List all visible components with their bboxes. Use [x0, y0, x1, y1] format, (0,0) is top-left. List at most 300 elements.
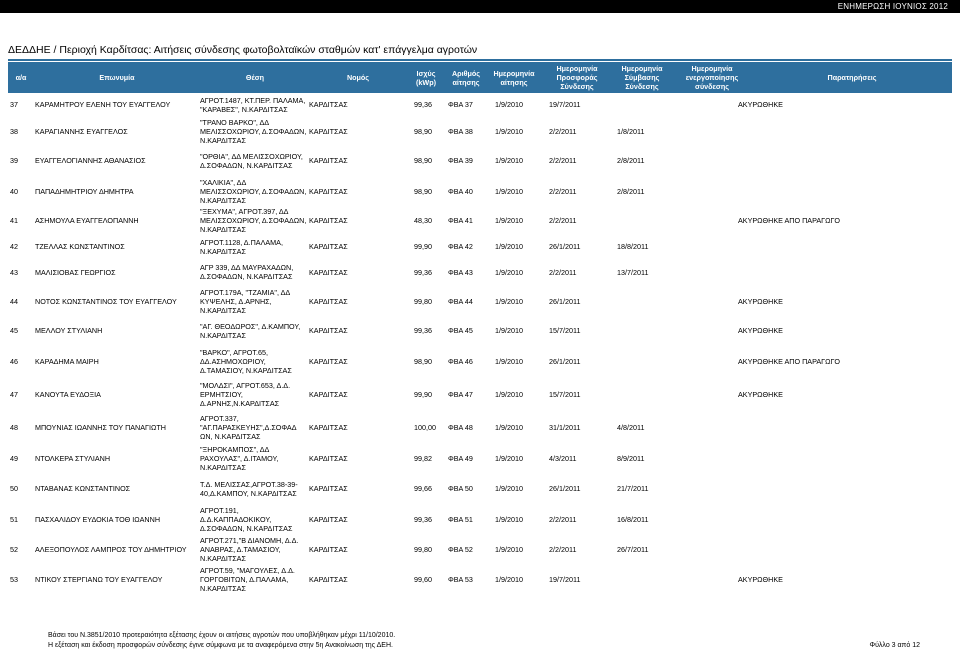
- cell-prefecture: [309, 258, 399, 286]
- cell-prefecture-text: ΚΑΡΔΙΤΣΑΣ: [309, 545, 348, 554]
- footer-notes: [48, 631, 928, 651]
- cell-prefecture: [309, 535, 399, 564]
- cell-prefecture-text: ΚΑΡΔΙΤΣΑΣ: [309, 156, 348, 165]
- cell-aa: [10, 145, 30, 176]
- cell-name-text: ΚΑΡΑΔΗΜΑ ΜΑΙΡΗ: [35, 357, 99, 366]
- cell-prefecture-text: ΚΑΡΔΙΤΣΑΣ: [309, 574, 348, 584]
- cell-app-no-text: ΦΒΑ 49: [448, 453, 473, 463]
- table-row: [0, 92, 960, 117]
- cell-offer-date-text: 31/1/2011: [549, 422, 581, 432]
- cell-prefecture: [309, 504, 399, 535]
- cell-prefecture-text: ΚΑΡΔΙΤΣΑΣ: [309, 357, 348, 366]
- cell-location: [200, 316, 308, 345]
- cell-location: [200, 92, 308, 117]
- cell-offer-date: [549, 564, 597, 594]
- cell-prefecture-text: ΚΑΡΔΙΤΣΑΣ: [309, 242, 348, 251]
- cell-activation-date: [670, 443, 740, 473]
- cell-offer-date: [549, 345, 597, 378]
- cell-app-no-text: ΦΒΑ 53: [448, 574, 473, 584]
- table-row: [0, 443, 960, 473]
- cell-remarks: [738, 206, 948, 235]
- cell-app-no: [448, 378, 488, 411]
- cell-offer-date-text: 26/1/2011: [549, 357, 581, 366]
- cell-aa-text: 49: [10, 453, 18, 463]
- cell-location-text: "ΜΟΛΔΣΙ", ΑΓΡΟΤ.653, Δ.Δ. ΕΡΜΗΤΣΙΟΥ, Δ.ΑΡΝΗΣ,Ν.ΚΑΡΔΙΤΣΑΣ: [200, 381, 291, 408]
- cell-offer-date: [549, 258, 597, 286]
- cell-aa: [10, 286, 30, 316]
- cell-app-date-text: 1/9/2010: [495, 126, 523, 136]
- cell-contract-date: [617, 345, 662, 378]
- cell-activation-date: [670, 206, 740, 235]
- cell-app-date-text: 1/9/2010: [495, 267, 523, 277]
- cell-location: [200, 176, 308, 206]
- header-contract-date: Ημερομηνία Σύμβασης Σύνδεσης: [621, 64, 663, 91]
- cell-contract-date: [617, 92, 662, 117]
- cell-offer-date: [549, 235, 597, 258]
- cell-activation-date: [670, 378, 740, 411]
- cell-aa-text: 46: [10, 357, 18, 366]
- cell-location: [200, 145, 308, 176]
- cell-power-text: 99,36: [414, 326, 432, 335]
- cell-app-no-text: ΦΒΑ 45: [448, 326, 473, 335]
- cell-power-text: 99,90: [414, 242, 432, 251]
- cell-app-date-text: 1/9/2010: [495, 186, 523, 196]
- header-app-no: Αριθμός αίτησης: [451, 68, 481, 87]
- cell-app-date-text: 1/9/2010: [495, 390, 523, 399]
- cell-prefecture: [309, 235, 399, 258]
- cell-aa: [10, 504, 30, 535]
- cell-app-date: [495, 92, 539, 117]
- cell-activation-date: [670, 345, 740, 378]
- cell-app-date: [495, 411, 539, 443]
- cell-name: [35, 316, 200, 345]
- cell-prefecture: [309, 117, 399, 145]
- table-row: [0, 564, 960, 594]
- cell-name: [35, 92, 200, 117]
- cell-prefecture: [309, 473, 399, 504]
- cell-power-text: 99,36: [414, 267, 432, 277]
- cell-location-text: ΑΓΡ 339, ΔΔ ΜΑΥΡΑΧΑΔΩΝ, Δ.ΣΟΦΑΔΩΝ, Ν.ΚΑΡΔΙΤΣΑΣ: [200, 263, 294, 281]
- cell-name-text: ΜΕΛΛΟΥ ΣΤΥΛΙΑΝΗ: [35, 326, 103, 335]
- cell-contract-date-text: 18/8/2011: [617, 242, 649, 251]
- cell-name: [35, 176, 200, 206]
- cell-prefecture: [309, 411, 399, 443]
- cell-app-no: [448, 504, 488, 535]
- cell-offer-date: [549, 473, 597, 504]
- cell-location: [200, 258, 308, 286]
- cell-contract-date: [617, 176, 662, 206]
- cell-aa: [10, 316, 30, 345]
- cell-contract-date: [617, 286, 662, 316]
- cell-app-no: [448, 535, 488, 564]
- header-power: Ισχύς (kWp): [416, 68, 436, 87]
- cell-prefecture-text: ΚΑΡΔΙΤΣΑΣ: [309, 515, 348, 524]
- cell-remarks-text: ΑΚΥΡΩΘΗΚΕ ΑΠΟ ΠΑΡΑΓΩΓΟ: [738, 216, 841, 225]
- cell-app-date: [495, 316, 539, 345]
- cell-power-text: 98,90: [414, 126, 432, 136]
- cell-offer-date: [549, 92, 597, 117]
- cell-app-no: [448, 411, 488, 443]
- cell-prefecture-text: ΚΑΡΔΙΤΣΑΣ: [309, 100, 348, 109]
- cell-app-no: [448, 316, 488, 345]
- cell-contract-date: [617, 504, 662, 535]
- footer-line-1: Βάσει του Ν.3851/2010 προτεραιότητα εξέτασης έχουν οι αιτήσεις αγροτών που υποβλήθηκαν μέχρι 11/10/2010.: [48, 632, 396, 639]
- cell-app-no: [448, 92, 488, 117]
- cell-app-no: [448, 345, 488, 378]
- cell-aa: [10, 235, 30, 258]
- cell-contract-date: [617, 378, 662, 411]
- cell-offer-date-text: 19/7/2011: [549, 574, 581, 584]
- cell-activation-date: [670, 176, 740, 206]
- cell-offer-date-text: 2/2/2011: [549, 186, 577, 196]
- cell-app-date: [495, 443, 539, 473]
- cell-power-text: 99,80: [414, 296, 432, 306]
- cell-contract-date: [617, 258, 662, 286]
- cell-app-no: [448, 145, 488, 176]
- cell-app-date-text: 1/9/2010: [495, 296, 523, 306]
- cell-name: [35, 535, 200, 564]
- cell-offer-date: [549, 145, 597, 176]
- cell-remarks-text: ΑΚΥΡΩΘΗΚΕ: [738, 574, 783, 584]
- cell-offer-date-text: 26/1/2011: [549, 484, 581, 493]
- cell-aa: [10, 473, 30, 504]
- cell-name-text: ΕΥΑΓΓΕΛΟΓΙΑΝΝΗΣ ΑΘΑΝΑΣΙΟΣ: [35, 156, 146, 165]
- cell-app-date: [495, 535, 539, 564]
- cell-app-date: [495, 235, 539, 258]
- cell-location: [200, 286, 308, 316]
- cell-location-text: "ΟΡΘΙΑ", ΔΔ ΜΕΛΙΣΣΟΧΩΡΙΟΥ, Δ.ΣΟΦΑΔΩΝ, Ν.ΚΑΡΔΙΤΣΑΣ: [200, 151, 303, 170]
- cell-contract-date-text: 26/7/2011: [617, 545, 649, 554]
- cell-aa-text: 53: [10, 574, 18, 584]
- cell-name-text: ΝΟΤΟΣ ΚΩΝΣΤΑΝΤΙΝΟΣ ΤΟΥ ΕΥΑΓΓΕΛΟΥ: [35, 296, 177, 306]
- cell-power-text: 99,80: [414, 545, 432, 554]
- cell-remarks: [738, 316, 948, 345]
- cell-contract-date: [617, 145, 662, 176]
- cell-name: [35, 258, 200, 286]
- cell-location: [200, 504, 308, 535]
- table-row: [0, 504, 960, 535]
- cell-name: [35, 235, 200, 258]
- cell-prefecture: [309, 92, 399, 117]
- cell-app-date: [495, 504, 539, 535]
- cell-remarks: [738, 258, 948, 286]
- cell-app-no-text: ΦΒΑ 48: [448, 422, 473, 432]
- cell-offer-date: [549, 378, 597, 411]
- cell-offer-date-text: 2/2/2011: [549, 267, 577, 277]
- header-location: Θέση: [245, 73, 265, 82]
- cell-name-text: ΚΑΝΟΥΤΑ ΕΥΔΟΞΙΑ: [35, 390, 101, 399]
- cell-remarks: [738, 176, 948, 206]
- cell-power: [414, 504, 444, 535]
- cell-prefecture: [309, 564, 399, 594]
- cell-power-text: 99,82: [414, 453, 432, 463]
- cell-activation-date: [670, 316, 740, 345]
- cell-contract-date: [617, 443, 662, 473]
- cell-name-text: ΚΑΡΑΜΗΤΡΟΥ ΕΛΕΝΗ ΤΟΥ ΕΥΑΓΓΕΛΟΥ: [35, 100, 171, 109]
- cell-power: [414, 176, 444, 206]
- cell-contract-date: [617, 235, 662, 258]
- cell-app-no-text: ΦΒΑ 37: [448, 100, 473, 109]
- cell-aa-text: 42: [10, 242, 18, 251]
- cell-aa: [10, 411, 30, 443]
- cell-offer-date-text: 26/1/2011: [549, 242, 581, 251]
- cell-app-no-text: ΦΒΑ 44: [448, 296, 473, 306]
- cell-location-text: ΑΓΡΟΤ.271,"Β ΔΙΑΝΟΜΗ, Δ.Δ. ΑΝΑΒΡΑΣ, Δ.ΤΑΜΑΣΙΟΥ, Ν.ΚΑΡΔΙΤΣΑΣ: [200, 536, 299, 563]
- cell-activation-date: [670, 235, 740, 258]
- cell-offer-date: [549, 535, 597, 564]
- table-row: [0, 535, 960, 564]
- cell-name: [35, 378, 200, 411]
- cell-contract-date: [617, 206, 662, 235]
- cell-contract-date-text: 21/7/2011: [617, 484, 649, 493]
- top-banner: [0, 0, 960, 13]
- cell-power: [414, 443, 444, 473]
- cell-app-no-text: ΦΒΑ 51: [448, 515, 473, 524]
- cell-location-text: ΑΓΡΟΤ.59, "ΜΑΓΟΥΛΕΣ, Δ.Δ. ΓΟΡΓΟΒΙΤΩΝ, Δ.ΠΑΛΑΜΑ, Ν.ΚΑΡΔΙΤΣΑΣ: [200, 565, 295, 593]
- cell-name: [35, 145, 200, 176]
- cell-location: [200, 117, 308, 145]
- cell-remarks-text: ΑΚΥΡΩΘΗΚΕ: [738, 100, 783, 109]
- cell-location-text: ΑΓΡΟΤ.191, Δ.Δ.ΚΑΠΠΑΔΟΚΙΚΟΥ, Δ.ΣΟΦΑΔΩΝ, Ν.ΚΑΡΔΙΤΣΑΣ: [200, 506, 293, 533]
- cell-remarks: [738, 473, 948, 504]
- cell-app-date-text: 1/9/2010: [495, 453, 523, 463]
- title-rule: [8, 59, 952, 61]
- cell-remarks-text: ΑΚΥΡΩΘΗΚΕ: [738, 326, 783, 335]
- cell-aa-text: 40: [10, 186, 18, 196]
- cell-location: [200, 235, 308, 258]
- cell-app-no-text: ΦΒΑ 47: [448, 390, 473, 399]
- cell-power-text: 99,60: [414, 574, 432, 584]
- cell-aa: [10, 535, 30, 564]
- cell-remarks-text: ΑΚΥΡΩΘΗΚΕ: [738, 296, 783, 306]
- cell-remarks: [738, 411, 948, 443]
- cell-offer-date: [549, 443, 597, 473]
- cell-remarks: [738, 286, 948, 316]
- cell-app-date-text: 1/9/2010: [495, 574, 523, 584]
- cell-remarks: [738, 535, 948, 564]
- cell-offer-date-text: 2/2/2011: [549, 216, 577, 225]
- cell-aa: [10, 258, 30, 286]
- cell-app-no: [448, 176, 488, 206]
- cell-app-no: [448, 473, 488, 504]
- cell-offer-date-text: 2/2/2011: [549, 515, 577, 524]
- cell-location-text: ΑΓΡΟΤ.179Α, "ΤΖΑΜΙΑ", ΔΔ ΚΥΨΕΛΗΣ, Δ.ΑΡΝΗΣ, Ν.ΚΑΡΔΙΤΣΑΣ: [200, 287, 290, 315]
- cell-prefecture: [309, 443, 399, 473]
- cell-remarks: [738, 443, 948, 473]
- cell-offer-date: [549, 411, 597, 443]
- cell-remarks: [738, 235, 948, 258]
- header-aa: α/α: [15, 73, 27, 82]
- cell-location: [200, 206, 308, 235]
- cell-name: [35, 473, 200, 504]
- cell-prefecture-text: ΚΑΡΔΙΤΣΑΣ: [309, 484, 348, 493]
- cell-app-no: [448, 443, 488, 473]
- cell-location-text: ΑΓΡΟΤ.337, "ΑΓ.ΠΑΡΑΣΚΕΥΗΣ",Δ.ΣΟΦΑΔ ΩΝ, Ν.ΚΑΡΔΙΤΣΑΣ: [200, 413, 297, 441]
- cell-prefecture-text: ΚΑΡΔΙΤΣΑΣ: [309, 453, 348, 463]
- cell-offer-date: [549, 316, 597, 345]
- cell-offer-date-text: 4/3/2011: [549, 453, 577, 463]
- header-remarks: Παρατηρήσεις: [827, 73, 877, 82]
- cell-location-text: "ΤΡΑΝΟ ΒΑΡΚΟ", ΔΔ ΜΕΛΙΣΣΟΧΩΡΙΟΥ, Δ.ΣΟΦΑΔΩΝ, Ν.ΚΑΡΔΙΤΣΑΣ: [200, 117, 307, 145]
- cell-remarks: [738, 92, 948, 117]
- cell-remarks-text: ΑΚΥΡΩΘΗΚΕ: [738, 390, 783, 399]
- cell-activation-date: [670, 504, 740, 535]
- cell-power: [414, 411, 444, 443]
- cell-contract-date-text: 2/8/2011: [617, 156, 645, 165]
- table-row: [0, 258, 960, 286]
- cell-contract-date-text: 16/8/2011: [617, 515, 649, 524]
- cell-offer-date: [549, 504, 597, 535]
- cell-activation-date: [670, 92, 740, 117]
- cell-offer-date: [549, 206, 597, 235]
- cell-aa-text: 48: [10, 422, 18, 432]
- cell-app-no-text: ΦΒΑ 43: [448, 267, 473, 277]
- cell-app-date-text: 1/9/2010: [495, 545, 523, 554]
- cell-name: [35, 206, 200, 235]
- cell-prefecture-text: ΚΑΡΔΙΤΣΑΣ: [309, 390, 348, 399]
- cell-remarks: [738, 145, 948, 176]
- cell-app-date: [495, 117, 539, 145]
- cell-app-no: [448, 258, 488, 286]
- cell-app-date-text: 1/9/2010: [495, 515, 523, 524]
- header-name: Επωνυμία: [99, 73, 135, 82]
- cell-contract-date: [617, 316, 662, 345]
- cell-app-no: [448, 286, 488, 316]
- cell-location-text: "ΞΕΧΥΜΑ", ΑΓΡΟΤ.397, ΔΔ ΜΕΛΙΣΣΟΧΩΡΙΟΥ, Δ.ΣΟΦΑΔΩΝ, Ν.ΚΑΡΔΙΤΣΑΣ: [200, 207, 307, 234]
- cell-remarks: [738, 564, 948, 594]
- cell-location: [200, 443, 308, 473]
- cell-name: [35, 564, 200, 594]
- cell-app-no-text: ΦΒΑ 46: [448, 357, 473, 366]
- cell-app-no-text: ΦΒΑ 42: [448, 242, 473, 251]
- cell-app-no: [448, 564, 488, 594]
- table-row: [0, 235, 960, 258]
- cell-app-no-text: ΦΒΑ 39: [448, 156, 473, 165]
- cell-prefecture: [309, 206, 399, 235]
- cell-prefecture-text: ΚΑΡΔΙΤΣΑΣ: [309, 422, 348, 432]
- cell-aa: [10, 564, 30, 594]
- cell-contract-date: [617, 473, 662, 504]
- cell-power-text: 99,36: [414, 100, 432, 109]
- cell-aa-text: 51: [10, 515, 18, 524]
- cell-prefecture: [309, 316, 399, 345]
- cell-app-date-text: 1/9/2010: [495, 242, 523, 251]
- page-title: ΔΕΔΔΗΕ / Περιοχή Καρδίτσας: Αιτήσεις σύνδεσης φωτοβολταϊκών σταθμών κατ' επάγγελμα αγροτών: [8, 44, 478, 56]
- cell-offer-date-text: 26/1/2011: [549, 296, 581, 306]
- cell-name-text: ΤΖΕΛΛΑΣ ΚΩΝΣΤΑΝΤΙΝΟΣ: [35, 242, 125, 251]
- cell-activation-date: [670, 258, 740, 286]
- cell-app-date: [495, 378, 539, 411]
- cell-offer-date-text: 2/2/2011: [549, 545, 577, 554]
- cell-offer-date: [549, 176, 597, 206]
- cell-app-no: [448, 235, 488, 258]
- cell-location: [200, 535, 308, 564]
- cell-aa-text: 47: [10, 390, 18, 399]
- cell-power-text: 99,36: [414, 515, 432, 524]
- cell-power: [414, 564, 444, 594]
- page-number: Φύλλο 3 από 12: [869, 642, 920, 649]
- cell-prefecture-text: ΚΑΡΔΙΤΣΑΣ: [309, 186, 348, 196]
- cell-app-date-text: 1/9/2010: [495, 422, 523, 432]
- cell-activation-date: [670, 117, 740, 145]
- cell-location-text: "ΒΑΡΚΟ", ΑΓΡΟΤ.65, ΔΔ.ΑΣΗΜΟΧΩΡΙΟΥ, Δ.ΤΑΜΑΣΙΟΥ, Ν.ΚΑΡΔΙΤΣΑΣ: [200, 348, 292, 375]
- cell-name-text: ΠΑΠΑΔΗΜΗΤΡΙΟΥ ΔΗΜΗΤΡΑ: [35, 186, 134, 196]
- cell-activation-date: [670, 286, 740, 316]
- cell-app-no-text: ΦΒΑ 41: [448, 216, 473, 225]
- cell-aa-text: 45: [10, 326, 18, 335]
- cell-power: [414, 316, 444, 345]
- cell-power-text: 99,66: [414, 484, 432, 493]
- cell-power: [414, 206, 444, 235]
- cell-app-date: [495, 176, 539, 206]
- cell-power: [414, 286, 444, 316]
- cell-contract-date-text: 1/8/2011: [617, 126, 645, 136]
- cell-power: [414, 92, 444, 117]
- cell-power: [414, 117, 444, 145]
- cell-remarks-text: ΑΚΥΡΩΘΗΚΕ ΑΠΟ ΠΑΡΑΓΩΓΟ: [738, 357, 841, 366]
- cell-contract-date-text: 2/8/2011: [617, 186, 645, 196]
- cell-prefecture: [309, 145, 399, 176]
- cell-contract-date: [617, 535, 662, 564]
- cell-name: [35, 443, 200, 473]
- cell-power-text: 100,00: [414, 422, 436, 432]
- header-app-date: Ημερομηνία αίτησης: [493, 68, 535, 87]
- header-offer-date: Ημερομηνία Προσφοράς Σύνδεσης: [556, 64, 598, 91]
- cell-contract-date-text: 8/9/2011: [617, 453, 645, 463]
- cell-app-no-text: ΦΒΑ 38: [448, 126, 473, 136]
- cell-name: [35, 286, 200, 316]
- cell-app-no: [448, 117, 488, 145]
- cell-location: [200, 473, 308, 504]
- table-row: [0, 345, 960, 378]
- table-row: [0, 411, 960, 443]
- cell-aa: [10, 176, 30, 206]
- cell-offer-date: [549, 286, 597, 316]
- cell-remarks: [738, 117, 948, 145]
- cell-offer-date-text: 2/2/2011: [549, 156, 577, 165]
- cell-aa: [10, 345, 30, 378]
- cell-prefecture-text: ΚΑΡΔΙΤΣΑΣ: [309, 296, 348, 306]
- cell-power-text: 98,90: [414, 156, 432, 165]
- cell-offer-date-text: 15/7/2011: [549, 326, 581, 335]
- cell-name-text: ΜΠΟΥΝΙΑΣ ΙΩΑΝΝΗΣ ΤΟΥ ΠΑΝΑΓΙΩΤΗ: [35, 422, 166, 432]
- cell-app-date: [495, 345, 539, 378]
- cell-app-date: [495, 258, 539, 286]
- table-row: [0, 176, 960, 206]
- table-header: [8, 62, 952, 93]
- table-row: [0, 316, 960, 345]
- cell-offer-date-text: 19/7/2011: [549, 100, 581, 109]
- cell-app-no: [448, 206, 488, 235]
- header-activation-date: Ημερομηνία ενεργοποίησης σύνδεσης: [685, 64, 739, 91]
- cell-aa-text: 38: [10, 126, 18, 136]
- table-row: [0, 378, 960, 411]
- cell-name-text: ΑΛΕΞΟΠΟΥΛΟΣ ΛΑΜΠΡΟΣ ΤΟΥ ΔΗΜΗΤΡΙΟΥ: [35, 545, 187, 554]
- cell-aa: [10, 206, 30, 235]
- cell-name-text: ΠΑΣΧΑΛΙΔΟΥ ΕΥΔΟΚΙΑ ΤΟΘ ΙΩΑΝΝΗ: [35, 515, 161, 524]
- cell-power: [414, 345, 444, 378]
- cell-app-date-text: 1/9/2010: [495, 357, 523, 366]
- cell-app-date-text: 1/9/2010: [495, 326, 523, 335]
- cell-activation-date: [670, 535, 740, 564]
- cell-location: [200, 345, 308, 378]
- cell-name-text: ΝΤΙΚΟΥ ΣΤΕΡΓΙΑΝΩ ΤΟΥ ΕΥΑΓΓΕΛΟΥ: [35, 574, 163, 584]
- cell-location-text: "ΧΑΛΙΚΙΑ", ΔΔ ΜΕΛΙΣΣΟΧΩΡΙΟΥ, Δ.ΣΟΦΑΔΩΝ, Ν.ΚΑΡΔΙΤΣΑΣ: [200, 177, 307, 205]
- table-row: [0, 145, 960, 176]
- cell-power-text: 48,30: [414, 216, 432, 225]
- table-row: [0, 286, 960, 316]
- cell-contract-date: [617, 117, 662, 145]
